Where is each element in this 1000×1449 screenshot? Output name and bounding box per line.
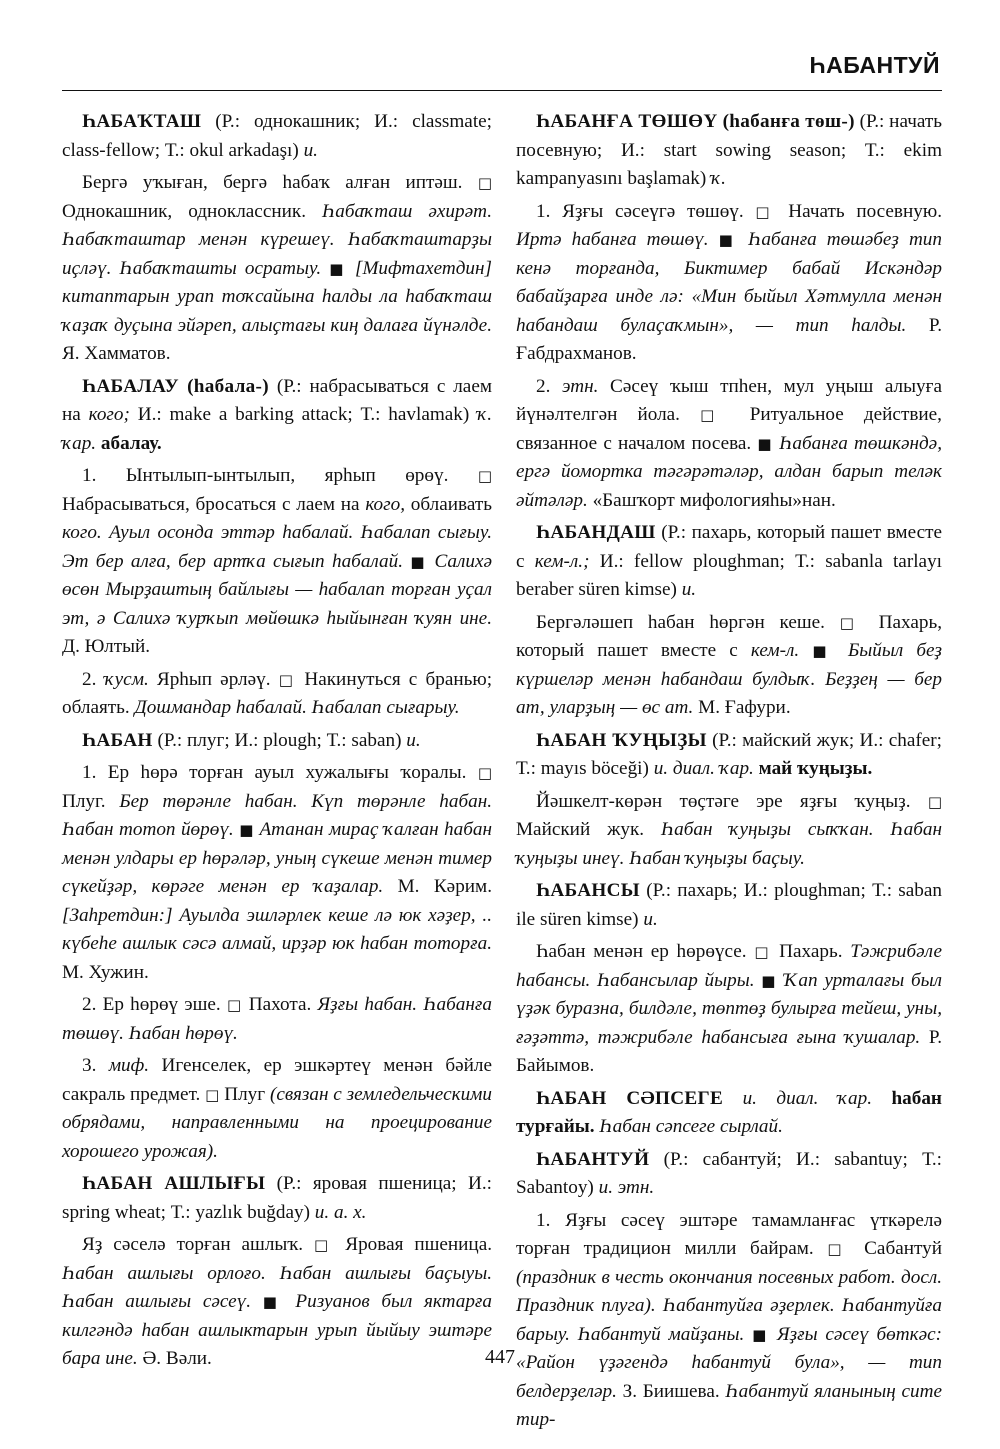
russian-equivalent: Пахарь, который пашет вместе с [516,611,942,661]
sense-text: Сәсеү ҡыш тпһен, мул уңыш алыуға йүнәлтелгән йола. [516,375,943,425]
russian-equivalent: Пахота. [242,994,318,1015]
gloss-rest: И.: make a barking attack; Т.: havlamak) [129,404,478,425]
square-outline-icon: □ [754,943,772,961]
definition-text: Бергә уҡыған, бергә һабаҡ алған иптәш. [82,172,463,193]
square-filled-icon: ■ [262,1293,284,1311]
page-number: 447 [485,1346,515,1368]
definition-text: Һабан менән ер һөрөүсе. [536,941,747,962]
entry-habansy [516,877,942,934]
quotation-author: М. Хужин. [62,961,149,983]
entry-habanga-toshou [516,108,942,194]
running-head: ҺАБАНТУЙ [809,52,940,78]
right-column [516,108,942,1439]
russian-equivalent: Начать посевную. [776,200,942,222]
headword: ҺАБАНСЫ [536,880,640,901]
pos-label: ҡ. ҡар. [62,404,492,454]
usage-examples: Дошмандар һабалай. Һабалап сығарыу. [134,697,460,718]
quotation-author: Р. Байымов. [516,1026,942,1076]
russian-equivalent: Яровая пшеница. [334,1234,493,1255]
pos-label: и. [681,579,697,600]
square-filled-icon: ■ [239,821,255,839]
entry-habantuy [516,1146,942,1203]
definition-text: Бергәләшеп һабан һөргән кеше. [536,611,825,633]
russian-equivalent: Сабантуй [850,1238,942,1259]
square-filled-icon: ■ [812,642,835,660]
quotation: Ризуанов был яктарға килгәндә һабан ашлыктарын урып йыйыу эштәре бара ине. [62,1291,492,1369]
headword: ҺАБАҠТАШ [82,111,202,132]
square-outline-icon: □ [700,406,730,424]
sense-number: 2. [536,375,563,397]
sense-text: 1. Яҙғы сәсеүгә төшөү. [536,200,744,222]
square-filled-icon: ■ [410,552,428,571]
definition [62,169,492,369]
sense-text: 1. Яҙғы сәсеү эштәре тамамланғас үткәрелә торған традицион милли байрам. [516,1209,942,1259]
square-outline-icon: □ [755,202,777,221]
sense-2 [62,991,492,1048]
usage-examples: Һабантуйға әҙерлек. Һабантуйға барыу. Һабантуй майҙаны. [516,1295,942,1345]
square-outline-icon: □ [827,1240,851,1258]
russian-italic: кого. [62,522,102,543]
gloss: (Р.: пахарь, который пашет вместе с [516,522,942,572]
russian-equivalent: Однокашник, одноклассник. [62,200,323,222]
sense-number: 2. [82,668,105,690]
usage-examples: Һабан ашлығы орлоғо. Һабан ашлығы баҫыуы. Һабан ашлығы сәсеү. [62,1262,492,1312]
definition-text: Яҙ сәселә торған ашлыҡ. [82,1234,304,1255]
cross-reference: һабан турғайы. [516,1087,942,1137]
quotation: Һабанға төшәбеҙ тип кенә торғанда, Биктимер бабай Искәндәр бабайҙарға инде лә: «Мин быйыл Хәтмулла менән һабандаш булаҫаҡмын», — тип һалды. [516,229,942,336]
gloss: (Р.: набрасываться с лаем на [62,375,492,425]
headword: ҺАБАНҒА ТӨШӨҮ (һабанға төш-) [536,111,855,132]
entry-haban-sapsege [516,1085,942,1142]
sense-1 [62,759,492,987]
square-filled-icon: ■ [761,971,778,990]
square-filled-icon: ■ [329,259,347,278]
sense-text: 2. Ер һөрөү эше. [82,994,221,1015]
quotation: Салихә өсөн Мырҙаштың байлығы — һабалап торған уҫал эт, ә Салихә ҡурҡып мөйөшкә һыйынған ҡуян ине. [62,550,492,629]
quotation-author: М. Кәрим. [383,876,492,897]
pos-label: и. [643,908,658,930]
usage-examples: Һабаҡташ әхирәт. Һабаҡташтар менән күрешеү. Һабаҡташтарҙы иҫләү. Һабаҡташты осратыу. [62,200,492,279]
russian-equivalent: Набрасываться, бросаться с лаем на [62,493,366,515]
square-filled-icon: ■ [718,231,739,249]
russian-equivalent: Плуг. [62,790,120,812]
square-filled-icon: ■ [757,434,773,453]
sense-2 [516,373,942,516]
sense-1 [516,198,942,369]
sense-text: 1. Ынтылып-ынтылып, ярһып өрөү. [82,465,449,486]
quotation-source: «Башҡорт мифологияһы»нан. [587,489,836,511]
sense-label: ҡусм. [104,668,149,690]
russian-italic: кем-л. [750,640,800,661]
usage-examples: Тәжрибәле һабансы. Һабансылар йыры. [516,941,942,991]
entry-haban-ashlygy [62,1170,492,1227]
russian-equivalent: Ритуальное действие, связанное с началом посева. [516,404,942,454]
russian-equivalent: Плуг [219,1083,270,1105]
entry-habalau [62,373,492,459]
usage-examples: Яҙғы һабан. Һабанға төшөү. Һабан һөрөү. [62,994,492,1044]
usage-examples: Иртә һабанға төшөү. [516,229,709,250]
square-outline-icon: □ [205,1085,220,1104]
quotation-author: Ә. Вәли. [137,1348,212,1369]
definition [516,788,942,874]
sense-3 [62,1052,492,1166]
headword: ҺАБАН ҠУҢЫҘЫ [536,729,707,751]
gloss: (Р.: однокашник; И.: classmate; class-fellow; Т.: okul arkadaşı) [62,111,492,161]
entry-haban-kunyzy [516,727,942,784]
gloss-italic: кем-л.; [534,550,590,572]
definition [516,938,942,1081]
cross-reference: абалау. [96,432,162,454]
russian-equivalent: Майский жук. [516,819,661,840]
quotation-author: Р. Ғабдрахманов. [516,314,942,364]
quotation: Һабанға төшкәндә, ергә йомортка тәгәрәтәләр, алдан барып теләк әйтәләр. [516,432,942,511]
usage-examples: Бер төрәнле һабан. Күп төрәнле һабан. Һабан тотоп йөрөү. [62,790,493,840]
square-outline-icon: □ [278,670,297,689]
quotation: Атанан мираҫ ҡалған һабан менән улдары ер һөрәләр, уның сүкеше менән тимер сүкейҙәр, көрәге менән ер ҡаҙалар. [62,819,492,897]
sense-label: этн. [562,375,599,397]
sense-text: 1. Ер һөрә торған ауыл хужалығы ҡоралы. [82,762,467,783]
quotation: [Заһретдин:] Ауылда эшләрлек кеше лә юк хәҙер, .. күбеһе ашлык сәсә алмай, ирҙәр юк һабан тоторға. [62,904,492,954]
left-column [62,108,492,1378]
usage-examples: Һабан сәпсеге сырлай. [594,1116,783,1137]
quotation: [Мифтахетдин] китаптарын урап тоҡсайына һалды ла һабаҡташ ҡаҙаҡ дуҫына эйәреп, алыҫтағы киң далаға йүнәлде. [62,257,492,336]
gloss: (Р.: майский жук; И.: chafer; Т.: mayıs böceği) [516,729,943,779]
pos-label: и. [303,139,318,161]
russian-italic: кого, [365,493,406,515]
square-outline-icon: □ [314,1236,335,1254]
sense-1 [62,462,492,662]
pos-label: и. а. х. [314,1201,367,1223]
headword: ҺАБАН [82,729,153,751]
square-filled-icon: ■ [752,1325,770,1344]
quotation-author: З. Биишева. [616,1380,726,1402]
header-rule [62,90,942,91]
gloss-italic: кого; [88,404,130,425]
headword: ҺАБАН СӘПСЕГЕ [536,1087,724,1109]
definition [516,609,942,723]
gloss: (Р.: пахарь; И.: ploughman; Т.: saban ile süren kimse) [516,880,942,930]
entry-habandash [516,519,942,605]
pos-label: ҡ. [711,168,726,189]
sense-2 [62,666,492,723]
pos-label: и. диал. ҡар. [723,1087,873,1109]
gloss: (Р.: яровая пшеница; И.: spring wheat; Т.: yazlık buğday) [62,1173,492,1223]
headword: ҺАБАЛАУ (һабала-) [82,375,269,397]
square-outline-icon: □ [477,764,492,782]
quotation-author: М. Ғафури. [693,697,791,718]
russian-equivalent: Пахарь. [771,941,851,962]
russian-equivalent: Накинуться с бранью; облаять. [62,668,493,718]
pos-label: и. диал. ҡар. [653,758,754,779]
sense-1 [516,1207,942,1435]
cross-reference: май ҡуңыҙы. [753,758,873,779]
sense-text: Игенселек, ер эшкәртеү менән бәйле сакраль предмет. [62,1055,493,1105]
pos-label: и. этн. [598,1177,655,1198]
gloss: (Р.: плуг; И.: plough; Т.: saban) [152,729,407,751]
russian-italic: (праздник в честь окончания посевных работ. досл. Праздник плуга). [516,1266,942,1316]
quotation-author: Д. Юлтый. [62,636,151,657]
headword: ҺАБАНТУЙ [536,1148,650,1170]
square-outline-icon: □ [927,792,942,811]
quotation: Яҙғы сәсеү бөткәс: «Район үҙәгендә һабантуй була», — тип белдерҙеләр. [516,1323,943,1402]
gloss: (Р.: сабантуй; И.: sabantuy; Т.: Sabantoy) [516,1148,942,1198]
gloss: (Р.: начать посевную; И.: start sowing season; Т.: ekim kampanyasını başlamak) [516,111,943,189]
square-outline-icon: □ [477,174,492,192]
russian-equivalent-rest: облаивать [405,493,492,515]
quotation-author: Я. Хамматов. [62,343,171,364]
sense-number: 3. [82,1055,109,1076]
headword: ҺАБАН АШЛЫҒЫ [82,1173,266,1194]
sense-label: миф. [108,1055,150,1076]
pos-label: и. [406,729,421,751]
entry-habaktash [62,108,492,165]
gloss-rest: И.: fellow ploughman; Т.: sabanla tarlayı beraber süren kimse) [516,550,942,600]
definition-text: Йәшкелт-көрән төҫтәге эре яҙғы ҡуңыҙ. [536,790,911,812]
quotation: Һабантуй яланының сите тир- [516,1380,942,1430]
square-outline-icon: □ [477,467,493,485]
usage-examples: Ауыл осонда эттәр һабалай. Һабалап сығыу. Эт бер алға, бер артҡа сығып һабалай. [62,522,492,572]
square-outline-icon: □ [839,613,864,632]
square-outline-icon: □ [226,996,243,1014]
quotation: Быйыл беҙ күршеләр менән һабандаш булдыҡ. Беҙҙең — бер ат, уларҙың — өс ат. [516,640,943,718]
usage-examples: Һабан ҡуңыҙы сыҡҡан. Һабан ҡуңыҙы инеү. Һабан ҡуңыҙы баҫыу. [516,819,942,869]
headword: ҺАБАНДАШ [536,522,656,543]
russian-italic: (связан с земледельческими обрядами, направленными на проецирование хорошего урожая). [62,1083,492,1162]
quotation: Ҡап урталағы был үҙәк буразна, билдәле, төптөҙ булырға тейеш, уны, ғәҙәттә, тәжрибәле һабансыға ғына ҡушалар. [516,969,943,1048]
entry-haban [62,727,492,756]
sense-text: Ярһып әрләү. [148,668,271,690]
